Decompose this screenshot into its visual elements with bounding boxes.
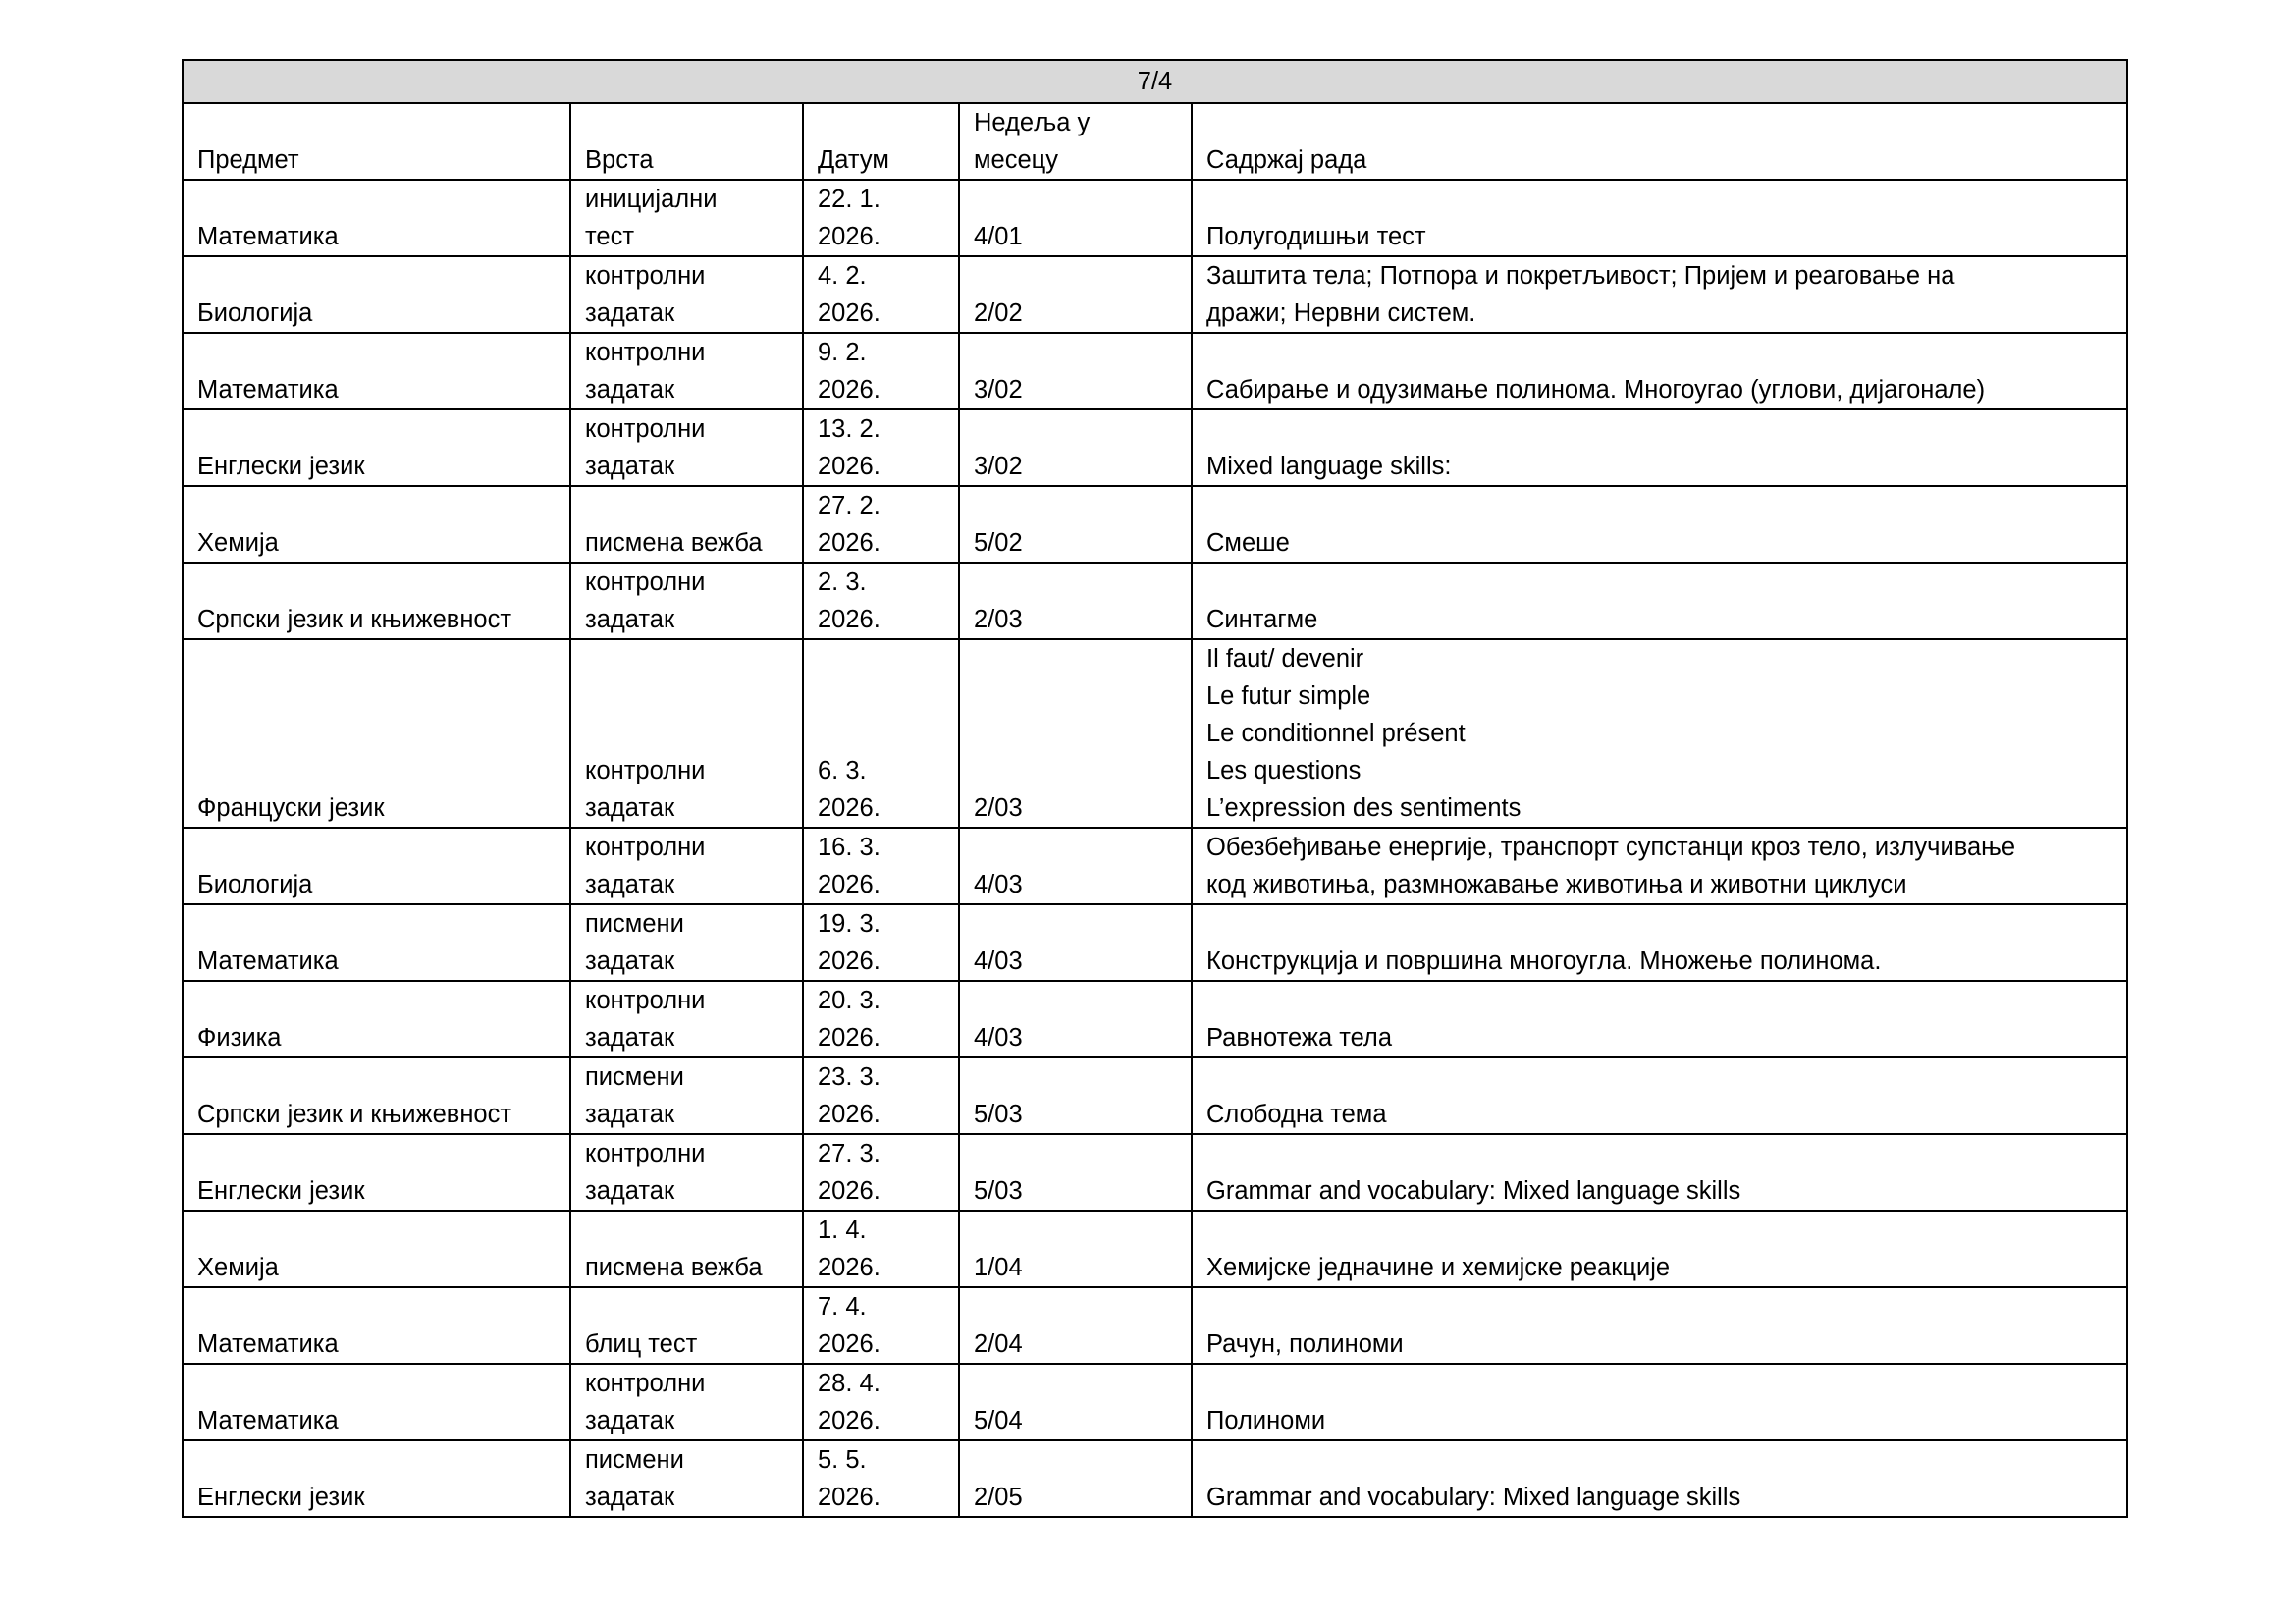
cell-content-line: Les questions xyxy=(1206,757,1362,784)
cell-content-line: Конструкција и површина многоугла. Множење полинома. xyxy=(1206,947,1882,975)
cell-type xyxy=(570,639,803,828)
cell-date xyxy=(803,828,959,904)
cell-date-line: 27. 3. xyxy=(818,1140,881,1167)
cell-type-line: задатак xyxy=(585,947,675,975)
cell-type xyxy=(570,563,803,639)
cell-week: 3/02 xyxy=(959,409,1192,486)
cell-date xyxy=(803,904,959,981)
cell-type xyxy=(570,1057,803,1134)
table-row xyxy=(183,563,2127,639)
cell-date-line: 22. 1. xyxy=(818,186,881,213)
cell-subject: Енглески језик xyxy=(183,1440,570,1517)
cell-content-line: Полугодишњи тест xyxy=(1206,223,1426,250)
cell-type xyxy=(570,1440,803,1517)
cell-type-line: задатак xyxy=(585,1407,675,1434)
cell-date xyxy=(803,486,959,563)
cell-date-line: 9. 2. xyxy=(818,339,867,366)
cell-date xyxy=(803,333,959,409)
cell-subject: Математика xyxy=(183,333,570,409)
cell-week: 2/04 xyxy=(959,1287,1192,1364)
cell-type-line: задатак xyxy=(585,1024,675,1052)
table-row xyxy=(183,639,2127,828)
cell-subject: Хемија xyxy=(183,486,570,563)
table-title: 7/4 xyxy=(183,60,2127,103)
cell-type-line: задатак xyxy=(585,299,675,327)
cell-type-line: контролни xyxy=(585,834,706,861)
cell-type-line: задатак xyxy=(585,376,675,404)
cell-content xyxy=(1192,1211,2127,1287)
cell-date-line: 27. 2. xyxy=(818,492,881,519)
cell-content-line: Grammar and vocabulary: Mixed language skills xyxy=(1206,1177,1741,1205)
cell-date-line: 6. 3. xyxy=(818,757,867,784)
cell-content-line: Обезбеђивање енергије, транспорт супстанци кроз тело, излучивање xyxy=(1206,834,2016,861)
cell-content xyxy=(1192,981,2127,1057)
cell-date xyxy=(803,180,959,256)
cell-type-line: контролни xyxy=(585,1370,706,1397)
cell-content xyxy=(1192,333,2127,409)
cell-date-line: 2026. xyxy=(818,223,881,250)
cell-week: 4/03 xyxy=(959,981,1192,1057)
cell-type xyxy=(570,1211,803,1287)
cell-type-line: задатак xyxy=(585,606,675,633)
cell-content-line: Le conditionnel présent xyxy=(1206,720,1466,747)
cell-date-line: 2026. xyxy=(818,1101,881,1128)
cell-content xyxy=(1192,639,2127,828)
table-row xyxy=(183,486,2127,563)
table-row xyxy=(183,409,2127,486)
header-week-line: месецу xyxy=(974,146,1059,174)
cell-content-line: L’expression des sentiments xyxy=(1206,794,1522,822)
cell-type-line: контролни xyxy=(585,415,706,443)
header-content: Садржај рада xyxy=(1192,103,2127,180)
header-week xyxy=(959,103,1192,180)
cell-type-line: писмени xyxy=(585,1063,684,1091)
cell-date xyxy=(803,1134,959,1211)
cell-date-line: 7. 4. xyxy=(818,1293,867,1321)
cell-week: 3/02 xyxy=(959,333,1192,409)
cell-week: 2/03 xyxy=(959,563,1192,639)
cell-week: 2/02 xyxy=(959,256,1192,333)
header-subject: Предмет xyxy=(183,103,570,180)
cell-type-line: писмена вежба xyxy=(585,529,763,557)
cell-date-line: 2026. xyxy=(818,947,881,975)
cell-week: 2/05 xyxy=(959,1440,1192,1517)
cell-date xyxy=(803,563,959,639)
cell-date xyxy=(803,1211,959,1287)
cell-week: 5/02 xyxy=(959,486,1192,563)
cell-content xyxy=(1192,1287,2127,1364)
cell-content-line: Le futur simple xyxy=(1206,682,1371,710)
cell-date-line: 2026. xyxy=(818,529,881,557)
cell-type-line: контролни xyxy=(585,987,706,1014)
cell-subject: Енглески језик xyxy=(183,1134,570,1211)
cell-date-line: 2026. xyxy=(818,1177,881,1205)
cell-date-line: 2026. xyxy=(818,871,881,898)
cell-type xyxy=(570,981,803,1057)
cell-week: 5/03 xyxy=(959,1134,1192,1211)
cell-content xyxy=(1192,1440,2127,1517)
cell-type-line: задатак xyxy=(585,871,675,898)
table-row xyxy=(183,1057,2127,1134)
cell-content xyxy=(1192,180,2127,256)
cell-date-line: 19. 3. xyxy=(818,910,881,938)
cell-date-line: 2. 3. xyxy=(818,568,867,596)
header-date: Датум xyxy=(803,103,959,180)
cell-date-line: 1. 4. xyxy=(818,1217,867,1244)
header-week-line: Недеља у xyxy=(974,109,1091,136)
cell-subject: Математика xyxy=(183,1364,570,1440)
cell-subject: Математика xyxy=(183,904,570,981)
table-row xyxy=(183,1364,2127,1440)
cell-type-line: задатак xyxy=(585,1177,675,1205)
cell-type-line: задатак xyxy=(585,453,675,480)
cell-date-line: 5. 5. xyxy=(818,1446,867,1474)
cell-date-line: 2026. xyxy=(818,1330,881,1358)
table-row xyxy=(183,1134,2127,1211)
cell-type xyxy=(570,1134,803,1211)
cell-content-line: Сабирање и одузимање полинома. Многоугао (углови, дијагонале) xyxy=(1206,376,1986,404)
cell-week: 4/03 xyxy=(959,828,1192,904)
cell-content-line: Il faut/ devenir xyxy=(1206,645,1364,673)
cell-date-line: 13. 2. xyxy=(818,415,881,443)
cell-content-line: Заштита тела; Потпора и покретљивост; Пријем и реаговање на xyxy=(1206,262,1955,290)
cell-type-line: задатак xyxy=(585,794,675,822)
cell-content-line: Рачун, полиноми xyxy=(1206,1330,1404,1358)
cell-type-line: блиц тест xyxy=(585,1330,698,1358)
cell-type xyxy=(570,486,803,563)
cell-date-line: 2026. xyxy=(818,376,881,404)
cell-date-line: 2026. xyxy=(818,299,881,327)
cell-date xyxy=(803,409,959,486)
cell-content-line: Полиноми xyxy=(1206,1407,1326,1434)
table-row xyxy=(183,981,2127,1057)
cell-content-line: Синтагме xyxy=(1206,606,1318,633)
cell-date-line: 2026. xyxy=(818,606,881,633)
cell-content-line: Mixed language skills: xyxy=(1206,453,1452,480)
cell-type-line: контролни xyxy=(585,262,706,290)
cell-content xyxy=(1192,409,2127,486)
cell-type xyxy=(570,333,803,409)
cell-content-line: Смеше xyxy=(1206,529,1290,557)
table-row xyxy=(183,333,2127,409)
cell-type-line: иницијални xyxy=(585,186,718,213)
cell-subject: Француски језик xyxy=(183,639,570,828)
cell-type xyxy=(570,904,803,981)
cell-type xyxy=(570,1287,803,1364)
cell-type-line: контролни xyxy=(585,568,706,596)
title-row xyxy=(183,60,2127,103)
cell-content xyxy=(1192,1134,2127,1211)
cell-date-line: 23. 3. xyxy=(818,1063,881,1091)
cell-content xyxy=(1192,904,2127,981)
cell-subject: Енглески језик xyxy=(183,409,570,486)
cell-date-line: 2026. xyxy=(818,1484,881,1511)
cell-date-line: 2026. xyxy=(818,453,881,480)
cell-subject: Математика xyxy=(183,1287,570,1364)
cell-type xyxy=(570,1364,803,1440)
cell-subject: Математика xyxy=(183,180,570,256)
table-row xyxy=(183,180,2127,256)
cell-date-line: 20. 3. xyxy=(818,987,881,1014)
cell-content xyxy=(1192,1364,2127,1440)
cell-subject: Хемија xyxy=(183,1211,570,1287)
cell-date-line: 28. 4. xyxy=(818,1370,881,1397)
table-row xyxy=(183,256,2127,333)
table-row xyxy=(183,1287,2127,1364)
cell-content-line: Хемијске једначине и хемијске реакције xyxy=(1206,1254,1671,1281)
cell-type-line: контролни xyxy=(585,339,706,366)
cell-type-line: задатак xyxy=(585,1484,675,1511)
header-row xyxy=(183,103,2127,180)
cell-type-line: контролни xyxy=(585,1140,706,1167)
cell-content xyxy=(1192,486,2127,563)
cell-date-line: 16. 3. xyxy=(818,834,881,861)
cell-date xyxy=(803,981,959,1057)
cell-week: 5/03 xyxy=(959,1057,1192,1134)
table-row xyxy=(183,904,2127,981)
cell-type xyxy=(570,828,803,904)
cell-type-line: писмени xyxy=(585,910,684,938)
cell-date-line: 4. 2. xyxy=(818,262,867,290)
cell-subject: Биологија xyxy=(183,256,570,333)
cell-content-line: Равнотежа тела xyxy=(1206,1024,1392,1052)
table-row xyxy=(183,1440,2127,1517)
table-row xyxy=(183,828,2127,904)
cell-week: 4/03 xyxy=(959,904,1192,981)
cell-type-line: писмена вежба xyxy=(585,1254,763,1281)
cell-date-line: 2026. xyxy=(818,1254,881,1281)
cell-date xyxy=(803,256,959,333)
cell-week: 4/01 xyxy=(959,180,1192,256)
cell-type-line: писмени xyxy=(585,1446,684,1474)
cell-date xyxy=(803,1287,959,1364)
table-row xyxy=(183,1211,2127,1287)
cell-content-line: Grammar and vocabulary: Mixed language skills xyxy=(1206,1484,1741,1511)
test-schedule-table xyxy=(182,59,2128,1518)
cell-content xyxy=(1192,563,2127,639)
cell-week: 1/04 xyxy=(959,1211,1192,1287)
cell-content-line: дражи; Нервни систем. xyxy=(1206,299,1476,327)
cell-type xyxy=(570,256,803,333)
cell-date xyxy=(803,1057,959,1134)
cell-type-line: контролни xyxy=(585,757,706,784)
cell-week: 2/03 xyxy=(959,639,1192,828)
cell-subject: Српски језик и књижевност xyxy=(183,563,570,639)
cell-content-line: код животиња, размножавање животиња и животни циклуси xyxy=(1206,871,1907,898)
header-type: Врста xyxy=(570,103,803,180)
cell-date-line: 2026. xyxy=(818,1024,881,1052)
cell-content xyxy=(1192,1057,2127,1134)
cell-date xyxy=(803,1364,959,1440)
cell-subject: Физика xyxy=(183,981,570,1057)
cell-type-line: задатак xyxy=(585,1101,675,1128)
cell-type xyxy=(570,409,803,486)
cell-subject: Српски језик и књижевност xyxy=(183,1057,570,1134)
cell-date-line: 2026. xyxy=(818,1407,881,1434)
cell-content-line: Слободна тема xyxy=(1206,1101,1387,1128)
cell-week: 5/04 xyxy=(959,1364,1192,1440)
cell-content xyxy=(1192,256,2127,333)
cell-type-line: тест xyxy=(585,223,635,250)
cell-subject: Биологија xyxy=(183,828,570,904)
cell-content xyxy=(1192,828,2127,904)
cell-date xyxy=(803,639,959,828)
cell-date-line: 2026. xyxy=(818,794,881,822)
table-body xyxy=(183,180,2127,1517)
cell-date xyxy=(803,1440,959,1517)
cell-type xyxy=(570,180,803,256)
